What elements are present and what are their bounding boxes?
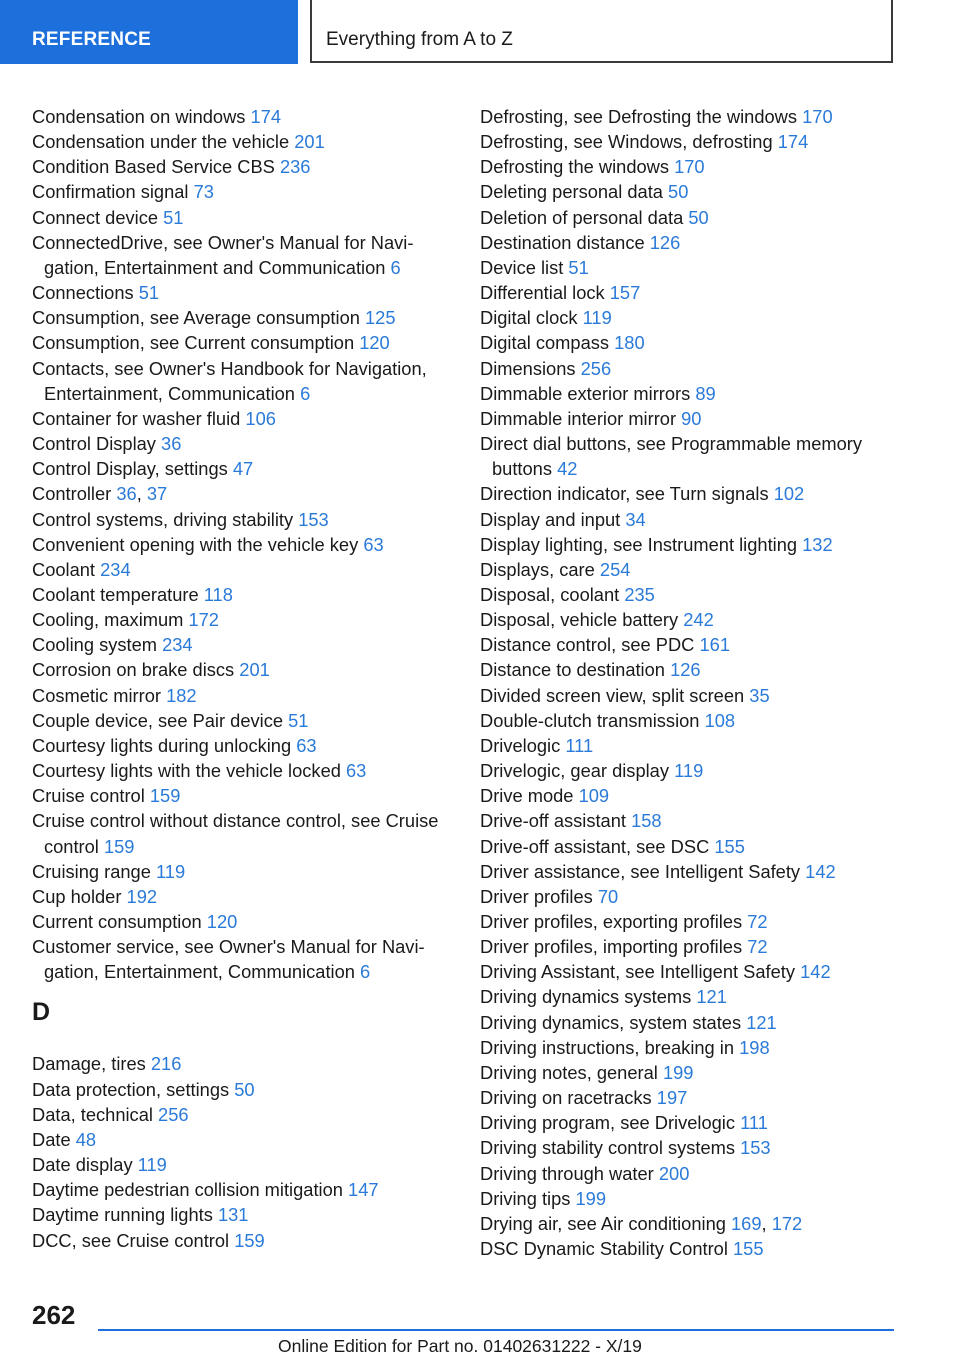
index-entry	[480, 834, 900, 859]
index-entry-text: Drive mode	[480, 785, 574, 807]
page-link[interactable]: 153	[740, 1137, 771, 1159]
index-entry-text: Driving program, see Drivelogic	[480, 1112, 736, 1134]
index-entry-text: Current consumption	[32, 911, 202, 932]
index-entry	[32, 632, 452, 657]
page-link[interactable]: 159	[149, 785, 181, 807]
index-entry	[480, 884, 900, 909]
page-link[interactable]: 201	[239, 659, 270, 681]
index-entry-text: Corrosion on brake discs	[32, 659, 235, 681]
index-entry-text: Control Display	[32, 433, 156, 455]
page-link[interactable]: 35	[749, 684, 770, 706]
page-link[interactable]: 147	[348, 1179, 379, 1201]
index-entry	[480, 129, 900, 154]
page-link[interactable]: 6	[390, 256, 401, 278]
index-entry-text: Digital clock	[480, 307, 578, 329]
index-entry	[32, 1202, 452, 1227]
page-link[interactable]: 234	[162, 634, 193, 656]
index-entry-text: Courtesy lights during unlocking	[32, 734, 292, 756]
page-link[interactable]: 120	[206, 911, 238, 932]
index-entry-text: Cruising range	[32, 860, 151, 882]
index-entry	[32, 708, 452, 733]
section-letter-d: D	[32, 998, 51, 1027]
page-link[interactable]: 159	[234, 1229, 265, 1251]
index-entry-text: Direction indicator, see Turn signals	[480, 483, 769, 505]
page-link[interactable]: 72	[747, 936, 768, 958]
page-link[interactable]: 182	[166, 684, 197, 706]
index-entry-text: Data, technical	[32, 1103, 153, 1125]
index-entry	[480, 1085, 900, 1110]
index-entry	[32, 456, 452, 481]
index-entry	[32, 884, 452, 909]
index-entry-text: Double-clutch transmission	[480, 709, 700, 731]
index-entry	[32, 934, 452, 984]
index-entry	[32, 733, 452, 758]
index-entry-text: Condensation on windows	[32, 106, 246, 127]
page-link[interactable]: 126	[670, 659, 701, 681]
index-entry	[480, 708, 900, 733]
page-link[interactable]: 155	[714, 835, 745, 857]
index-entry	[480, 280, 900, 305]
page-link[interactable]: 172	[188, 609, 219, 631]
page-link[interactable]: 180	[614, 332, 645, 354]
index-entry	[32, 657, 452, 682]
index-entry	[480, 230, 900, 255]
index-entry-text: Driver profiles	[480, 885, 593, 907]
index-entry	[32, 154, 452, 179]
index-entry-text: Confirmation signal	[32, 181, 189, 203]
page-link[interactable]: 197	[656, 1087, 688, 1109]
page-link[interactable]: 142	[800, 961, 831, 983]
index-entry	[32, 406, 452, 431]
index-entry-text: Disposal, coolant	[480, 583, 620, 605]
page-link[interactable]: 36	[161, 433, 182, 455]
index-entry-text: Coolant temperature	[32, 583, 199, 605]
index-entry	[32, 230, 452, 280]
index-entry-text: Convenient opening with the vehicle key	[32, 533, 359, 555]
index-entry	[480, 1186, 900, 1211]
index-entry	[32, 104, 452, 129]
page-link[interactable]: 192	[126, 885, 158, 907]
index-entry	[32, 280, 452, 305]
index-entry	[480, 909, 900, 934]
index-entry-text: Driving on racetracks	[480, 1087, 652, 1109]
page-link[interactable]: 106	[245, 407, 276, 429]
index-entry-text: Driver profiles, exporting profiles	[480, 911, 743, 932]
page-link[interactable]: 199	[662, 1061, 694, 1083]
index-entry-text: Driving through water	[480, 1162, 654, 1184]
page-link[interactable]: 157	[609, 282, 641, 304]
index-entry-text: Condensation under the vehicle	[32, 131, 290, 153]
page-link[interactable]: 234	[100, 558, 131, 580]
page-link[interactable]: 119	[155, 860, 186, 882]
page-link[interactable]: 216	[150, 1053, 182, 1075]
index-entry	[480, 758, 900, 783]
index-entry	[480, 255, 900, 280]
page-link[interactable]: 242	[683, 609, 714, 631]
page-link[interactable]: 159	[103, 835, 135, 857]
page-link[interactable]: 132	[802, 533, 833, 555]
index-entry-text: Digital compass	[480, 332, 610, 354]
page-link[interactable]: 126	[649, 231, 681, 253]
index-entry	[32, 1051, 452, 1076]
index-entry-text: DSC Dynamic Stability Control	[480, 1238, 728, 1260]
index-entry-text: Driving dynamics, system states	[480, 1011, 742, 1033]
index-entry-text: Defrosting, see Windows, defrosting	[480, 131, 773, 153]
page-link[interactable]: 125	[365, 307, 396, 329]
index-entry	[32, 683, 452, 708]
page-link[interactable]: 109	[578, 785, 610, 807]
index-entry-text: Data protection, settings	[32, 1078, 230, 1100]
page-link[interactable]: 158	[631, 810, 662, 832]
index-entry	[480, 984, 900, 1009]
index-entry-text: Drivelogic	[480, 734, 561, 756]
page-link[interactable]: 51	[568, 256, 589, 278]
page-link[interactable]: 70	[597, 885, 619, 907]
index-entry-text: Date	[32, 1128, 71, 1150]
page-link[interactable]: 63	[346, 760, 367, 782]
page-link[interactable]: 120	[359, 332, 390, 354]
page-link[interactable]: 155	[732, 1238, 764, 1260]
index-entry	[480, 683, 900, 708]
index-entry	[480, 104, 900, 129]
index-entry-text: ConnectedDrive, see Owner's Manual for Navigation, Entertainment and Communication	[32, 231, 414, 278]
index-entry-text: Display and input	[480, 508, 621, 530]
page-link[interactable]: 236	[279, 156, 311, 178]
index-entry	[32, 557, 452, 582]
index-column-left	[32, 104, 452, 1253]
index-entry	[480, 1010, 900, 1035]
index-entry-text: Deletion of personal data	[480, 206, 684, 228]
index-entry-text: Container for washer fluid	[32, 407, 241, 429]
index-column-right	[480, 104, 900, 1261]
page-link[interactable]: 174	[250, 106, 282, 127]
page-link[interactable]: 170	[802, 106, 833, 127]
index-entry-text: Dimmable exterior mirrors	[480, 382, 691, 404]
index-entry	[480, 356, 900, 381]
index-list-c	[32, 104, 452, 984]
index-entry-text: Cooling system	[32, 634, 157, 656]
index-entry-text: Display lighting, see Instrument lighting	[480, 533, 798, 555]
page-link[interactable]: 111	[565, 734, 594, 756]
index-entry-text: Device list	[480, 256, 564, 278]
index-entry-text: Courtesy lights with the vehicle locked	[32, 760, 341, 782]
page-link[interactable]: 142	[805, 860, 836, 882]
index-entry	[32, 205, 452, 230]
index-entry	[480, 582, 900, 607]
index-entry	[480, 1236, 900, 1261]
page-link[interactable]: 51	[138, 282, 160, 304]
index-entry-text: Controller	[32, 483, 112, 505]
chapter-header	[310, 0, 893, 63]
index-entry	[480, 632, 900, 657]
index-entry-text: Damage, tires	[32, 1053, 146, 1075]
index-entry-text: Direct dial buttons, see Programmable memory buttons	[480, 433, 863, 480]
index-entry	[32, 783, 452, 808]
index-entry-text: Contacts, see Owner's Handbook for Navigation, Entertainment, Communication	[32, 357, 427, 404]
index-entry-text: Displays, care	[480, 558, 595, 580]
index-entry	[480, 1060, 900, 1085]
page-link[interactable]: 108	[704, 709, 736, 731]
index-entry-text: Drive-off assistant, see DSC	[480, 835, 710, 857]
index-entry-text: Cup holder	[32, 885, 122, 907]
page-link[interactable]: 198	[739, 1036, 770, 1058]
index-entry	[32, 179, 452, 204]
page-link[interactable]: 121	[696, 986, 727, 1008]
page-link[interactable]: 48	[75, 1128, 97, 1150]
index-entry	[32, 909, 452, 934]
page-link[interactable]: 6	[360, 961, 371, 983]
index-entry	[480, 1135, 900, 1160]
footer-divider	[98, 1329, 894, 1331]
edition-note: Online Edition for Part no. 01402631222 - X/19	[278, 1336, 642, 1356]
index-entry	[480, 783, 900, 808]
index-entry	[32, 859, 452, 884]
page-link[interactable]: 51	[163, 206, 184, 228]
index-entry-text: Dimmable interior mirror	[480, 407, 677, 429]
page-link[interactable]: 102	[773, 483, 805, 505]
index-entry	[32, 1127, 452, 1152]
index-entry-text: Cruise control without distance control, see Cruise control	[32, 810, 439, 857]
page-link[interactable]: 256	[580, 357, 612, 379]
index-entry	[32, 532, 452, 557]
index-entry	[480, 1110, 900, 1135]
index-entry-text: Cooling, maximum	[32, 609, 184, 631]
index-entry-text: Driver assistance, see Intelligent Safety	[480, 860, 801, 882]
index-entry	[480, 959, 900, 984]
page-link[interactable]: 50	[688, 206, 709, 228]
index-entry-text: Driver profiles, importing profiles	[480, 936, 743, 958]
index-entry-text: DCC, see Cruise control	[32, 1229, 230, 1251]
index-entry	[32, 129, 452, 154]
page-link[interactable]: 170	[674, 156, 705, 178]
page-number: 262	[32, 1300, 76, 1330]
page-link[interactable]: 119	[137, 1154, 167, 1176]
page-link[interactable]: 199	[575, 1187, 607, 1209]
index-entry-text: Consumption, see Current consumption	[32, 332, 355, 354]
page-link[interactable]: 34	[625, 508, 646, 530]
page-link[interactable]: 161	[699, 634, 730, 656]
page-link[interactable]: 174	[777, 131, 809, 153]
page-link[interactable]: 200	[658, 1162, 690, 1184]
index-entry	[480, 657, 900, 682]
index-list-d-continued	[480, 104, 900, 1261]
index-entry	[480, 305, 900, 330]
index-entry-text: Driving tips	[480, 1187, 571, 1209]
page-link[interactable]: 121	[746, 1011, 777, 1033]
index-entry-text: Driving dynamics systems	[480, 986, 692, 1008]
index-entry-text: Connections	[32, 282, 134, 304]
index-entry: Controller 36, 37	[32, 483, 168, 505]
page-link[interactable]: 73	[193, 181, 214, 203]
index-entry	[480, 808, 900, 833]
page-link[interactable]: 50	[234, 1078, 255, 1100]
index-entry-text: Drying air, see Air conditioning	[480, 1212, 726, 1234]
index-entry	[480, 381, 900, 406]
page-link[interactable]: 111	[740, 1112, 768, 1134]
page-link[interactable]: 6	[300, 382, 311, 404]
page-link[interactable]: 51	[288, 709, 309, 731]
index-entry-text: Cosmetic mirror	[32, 684, 161, 706]
page-link[interactable]: 50	[668, 181, 689, 203]
index-entry	[32, 330, 452, 355]
index-entry	[480, 507, 900, 532]
index-entry	[480, 406, 900, 431]
page-link[interactable]: 63	[296, 734, 317, 756]
index-list-d	[32, 1051, 452, 1252]
index-entry	[480, 205, 900, 230]
index-entry-text: Condition Based Service CBS	[32, 156, 275, 178]
index-entry	[480, 154, 900, 179]
index-entry-text: Distance control, see PDC	[480, 634, 695, 656]
page-link[interactable]: 201	[294, 131, 325, 153]
index-entry-text: Customer service, see Owner's Manual for Navigation, Entertainment, Communication	[32, 936, 425, 983]
page-link[interactable]: 36	[116, 483, 137, 505]
page-link[interactable]: 169	[731, 1212, 762, 1234]
index-entry	[480, 431, 900, 481]
index-entry	[480, 607, 900, 632]
index-entry-text: Date display	[32, 1154, 133, 1176]
index-entry-text: Differential lock	[480, 282, 605, 304]
index-entry-text: Divided screen view, split screen	[480, 684, 745, 706]
page-link[interactable]: 256	[158, 1103, 189, 1125]
page-link[interactable]: 235	[624, 583, 655, 605]
index-entry-text: Driving Assistant, see Intelligent Safety	[480, 961, 796, 983]
index-entry	[32, 1102, 452, 1127]
page-link[interactable]: 89	[695, 382, 716, 404]
index-entry-text: Control systems, driving stability	[32, 508, 294, 530]
index-entry-text: Cruise control	[32, 785, 145, 807]
page-link[interactable]: 118	[203, 583, 233, 605]
index-entry-text: Driving instructions, breaking in	[480, 1036, 735, 1058]
index-entry	[32, 1177, 452, 1202]
index-entry	[32, 431, 452, 456]
index-entry-text: Deleting personal data	[480, 181, 663, 203]
page-link[interactable]: 119	[582, 307, 612, 329]
section-tab	[0, 0, 298, 64]
index-entry	[480, 557, 900, 582]
index-entry-text: Control Display, settings	[32, 458, 228, 480]
index-entry	[32, 305, 452, 330]
index-entry	[480, 481, 900, 506]
index-entry	[480, 1035, 900, 1060]
page-link[interactable]: 42	[557, 458, 578, 480]
page-link[interactable]: 131	[217, 1204, 249, 1226]
index-entry	[480, 532, 900, 557]
index-entry-text: Drivelogic, gear display	[480, 760, 669, 782]
section-label: REFERENCE	[32, 29, 151, 50]
index-entry	[32, 808, 452, 858]
page-link[interactable]: 172	[771, 1212, 803, 1234]
index-entry-text: Destination distance	[480, 231, 645, 253]
index-entry	[32, 1152, 452, 1177]
page-link[interactable]: 90	[681, 407, 702, 429]
page-link[interactable]: 47	[232, 458, 254, 480]
page-link[interactable]: 63	[363, 533, 384, 555]
index-entry-text: Connect device	[32, 206, 159, 228]
index-entry-text: Driving notes, general	[480, 1061, 658, 1083]
page-link[interactable]: 254	[599, 558, 631, 580]
index-entry-text: Daytime pedestrian collision mitigation	[32, 1179, 343, 1201]
page-link[interactable]: 119	[674, 760, 704, 782]
index-entry-text: Disposal, vehicle battery	[480, 609, 679, 631]
index-entry-text: Driving stability control systems	[480, 1137, 735, 1159]
index-entry	[32, 356, 452, 406]
index-entry-text: Distance to destination	[480, 659, 665, 681]
index-entry	[480, 179, 900, 204]
index-entry	[32, 1077, 452, 1102]
page-link[interactable]: 153	[298, 508, 329, 530]
index-entry	[480, 330, 900, 355]
index-entry	[32, 582, 452, 607]
index-entry: Drying air, see Air conditioning 169, 172	[480, 1212, 803, 1234]
index-entry-text: Dimensions	[480, 357, 576, 379]
index-entry-text: Defrosting, see Defrosting the windows	[480, 106, 798, 127]
index-entry-text: Drive-off assistant	[480, 810, 626, 832]
index-entry-text: Daytime running lights	[32, 1204, 213, 1226]
index-entry	[480, 934, 900, 959]
index-entry-text: Defrosting the windows	[480, 156, 669, 178]
index-entry	[32, 507, 452, 532]
index-entry	[32, 758, 452, 783]
index-entry-text: Consumption, see Average consumption	[32, 307, 360, 329]
index-entry-text: Coolant	[32, 558, 96, 580]
index-entry	[480, 733, 900, 758]
index-entry-text: Couple device, see Pair device	[32, 709, 284, 731]
chapter-title: Everything from A to Z	[326, 29, 513, 50]
page-link[interactable]: 72	[747, 911, 768, 932]
page-link[interactable]: 37	[146, 483, 168, 505]
index-entry	[32, 1228, 452, 1253]
index-entry	[480, 859, 900, 884]
index-entry	[480, 1161, 900, 1186]
index-entry	[32, 607, 452, 632]
